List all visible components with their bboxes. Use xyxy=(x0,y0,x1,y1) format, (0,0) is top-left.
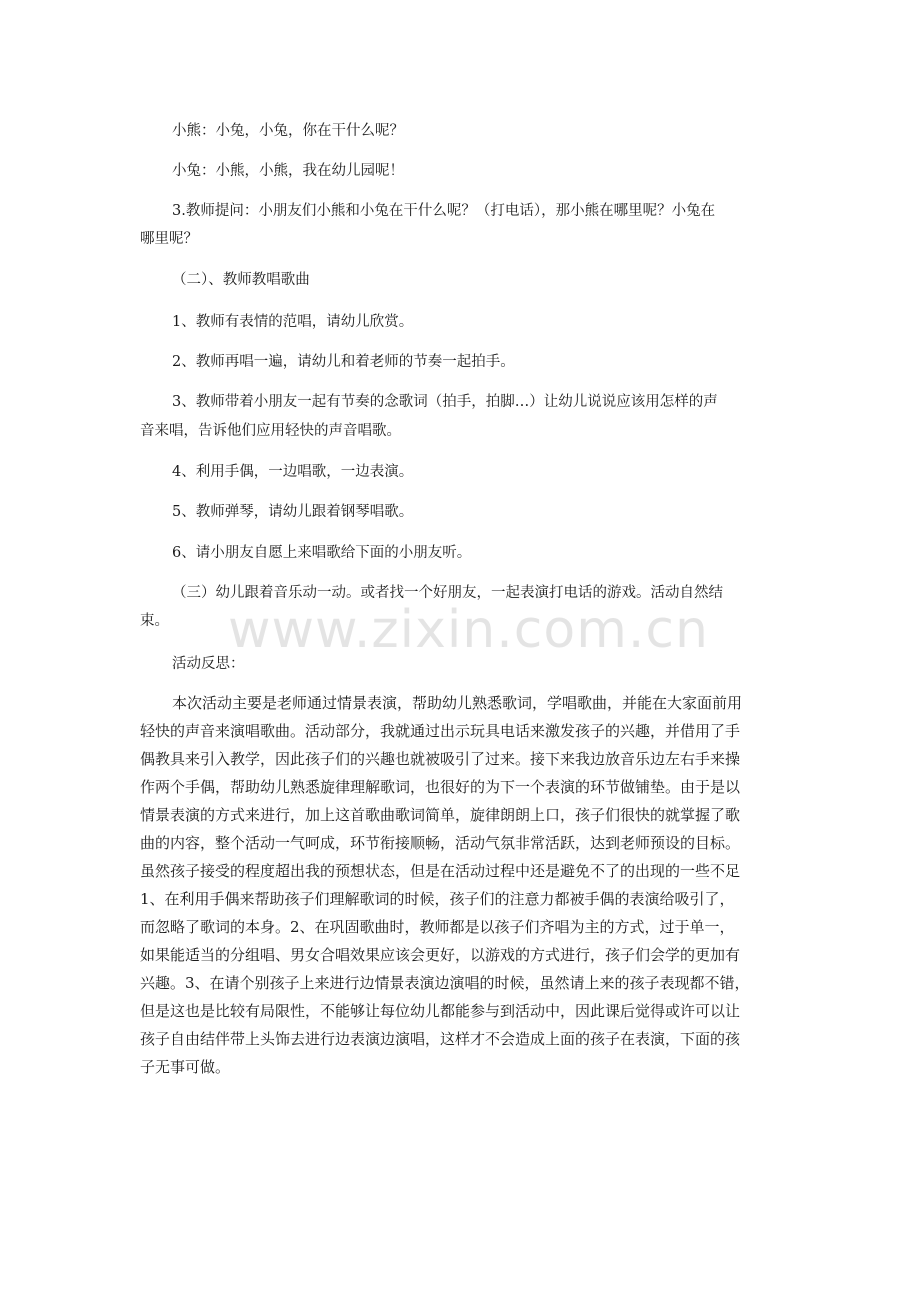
dialogue-line-bear: 小熊：小兔，小兔，你在干什么呢？ xyxy=(172,123,404,139)
reflection-line: 子无事可做。 xyxy=(140,1058,231,1076)
section-heading-teach-song: （二）、教师教唱歌曲 xyxy=(172,272,310,288)
reflection-line: 本次活动主要是老师通过情景表演，帮助幼儿熟悉歌词，学唱歌曲，并能在大家面前用 xyxy=(172,694,743,712)
step-3-line-1: 3、教师带着小朋友一起有节奏的念歌词（拍手，拍脚…）让幼儿说说应该用怎样的声 xyxy=(172,394,718,410)
step-5: 5、教师弹琴，请幼儿跟着钢琴唱歌。 xyxy=(172,504,414,520)
step-6: 6、请小朋友自愿上来唱歌给下面的小朋友听。 xyxy=(172,545,472,561)
dialogue-line-rabbit: 小兔：小熊，小熊，我在幼儿园呢！ xyxy=(172,163,404,179)
reflection-line: 偶教具来引入教学，因此孩子们的兴趣也就被吸引了过来。接下来我边放音乐边左右手来操 xyxy=(140,750,741,768)
section-three-line-1: （三）幼儿跟着音乐动一动。或者找一个好朋友，一起表演打电话的游戏。活动自然结 xyxy=(172,585,723,601)
teacher-question-line-2: 哪里呢？ xyxy=(140,231,198,247)
reflection-line: 情景表演的方式来进行，加上这首歌曲歌词简单，旋律朗朗上口，孩子们很快的就掌握了歌 xyxy=(140,806,741,824)
reflection-line: 1、在利用手偶来帮助孩子们理解歌词的时候，孩子们的注意力都被手偶的表演给吸引了， xyxy=(140,890,735,908)
step-1: 1、教师有表情的范唱，请幼儿欣赏。 xyxy=(172,314,414,330)
reflection-heading: 活动反思： xyxy=(172,656,245,672)
watermark: www.zixin.com.cn xyxy=(228,600,709,660)
reflection-line: 而忽略了歌词的本身。2、在巩固歌曲时，教师都是以孩子们齐唱为主的方式，过于单一， xyxy=(140,918,735,936)
reflection-line: 如果能适当的分组唱、男女合唱效果应该会更好，以游戏的方式进行，孩子们会学的更加有 xyxy=(140,946,741,964)
reflection-line: 作两个手偶，帮助幼儿熟悉旋律理解歌词，也很好的为下一个表演的环节做铺垫。由于是以 xyxy=(140,778,741,796)
step-4: 4、利用手偶，一边唱歌，一边表演。 xyxy=(172,464,414,480)
section-three-line-2: 束。 xyxy=(140,613,169,629)
reflection-line: 兴趣。3、在请个别孩子上来进行边情景表演边演唱的时候，虽然请上来的孩子表现都不错， xyxy=(140,974,750,992)
reflection-line: 虽然孩子接受的程度超出我的预想状态，但是在活动过程中还是避免不了的出现的一些不足 xyxy=(140,862,741,880)
step-2: 2、教师再唱一遍，请幼儿和着老师的节奏一起拍手。 xyxy=(172,354,515,370)
reflection-line: 轻快的声音来演唱歌曲。活动部分，我就通过出示玩具电话来激发孩子的兴趣，并借用了手 xyxy=(140,722,741,740)
reflection-line: 但是这也是比较有局限性，不能够让每位幼儿都能参与到活动中，因此课后觉得或许可以让 xyxy=(140,1002,741,1020)
reflection-paragraph xyxy=(140,689,780,1081)
teacher-question-line-1: 3.教师提问：小朋友们小熊和小兔在干什么呢？（打电话），那小熊在哪里呢？小兔在 xyxy=(172,203,716,219)
reflection-line: 曲的内容，整个活动一气呵成，环节衔接顺畅，活动气氛非常活跃，达到老师预设的目标。 xyxy=(140,834,741,852)
reflection-line: 孩子自由结伴带上头饰去进行边表演边演唱，这样才不会造成上面的孩子在表演，下面的孩 xyxy=(140,1030,741,1048)
step-3-line-2: 音来唱，告诉他们应用轻快的声音唱歌。 xyxy=(140,423,401,439)
